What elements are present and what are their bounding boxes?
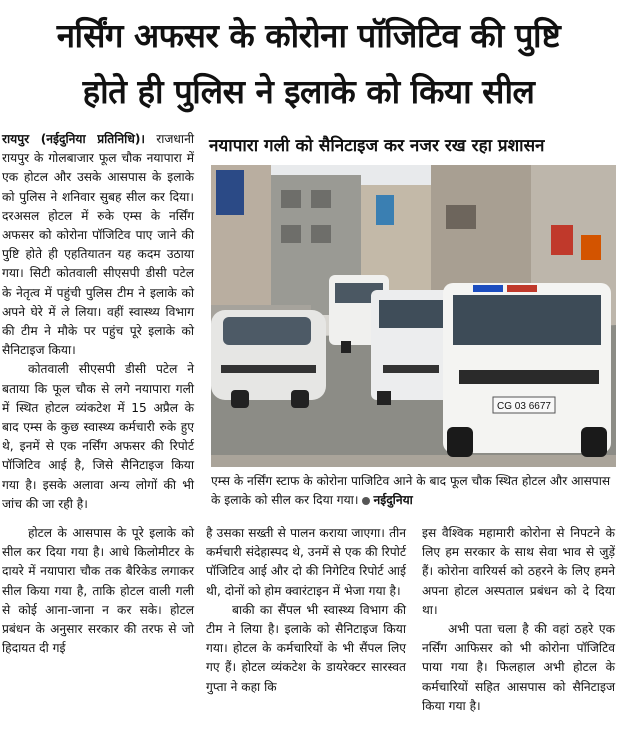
article-paragraph [2,130,194,360]
article-paragraph: कोतवाली सीएसपी डीसी पटेल ने बताया कि फूल चौक से लगे नयापारा गली में स्थित होटल व्यंकटेश में 15 अप्रैल के बाद एम्स के कुछ स्वास्थ्य कर्मचारी रुके हुए थे, इनमें से एक नर्सिंग अफसर की रिपोर्ट पॉजिटिव आई है, जिसे सैनिटाइज किया गया है। इसके अलावा अन्य लोगों की भी जांच की जा रही है। [2,362,194,511]
subheading: नयापारा गली को सैनिटाइज कर नजर रख रहा प्रशासन [209,136,545,156]
headline [0,0,617,128]
photo-caption [211,472,616,510]
street-photo-icon [211,165,616,467]
article-paragraph: इस वैश्विक महामारी कोरोना से निपटने के लिए हम सरकार के साथ सेवा भाव से जुड़ें हैं। कोरोना वारियर्स को ठहरने के लिए हमने अपना होटल अस्पताल प्रबंधन को दे दिया था। [422,526,615,617]
news-photo [211,165,616,467]
article-paragraph: होटल के आसपास के पूरे इलाके को सील कर दिया गया है। आधे किलोमीटर के दायरे में नयापारा चौक तक बैरिकेड लगाकर सील किया गया है, ताकि होटल वाली गली से कोई आना-जाना न कर सके। होटल प्रबंधन के अनुसार सरकार की तरफ से जो हिदायत दी गई [2,526,194,656]
article-column-1 [2,130,194,514]
headline-line-2: होते ही पुलिस ने इलाके को किया सील [82,72,535,111]
photo-credit: नईदुनिया [373,493,413,507]
article-column-2 [206,524,406,697]
caption-text: एम्स के नर्सिंग स्टाफ के कोरोना पाजिटिव आने के बाद फूल चौक स्थित होटल और आसपास के इलाके को सील कर दिया गया। [211,474,611,507]
byline: रायपुर (नईदुनिया प्रतिनिधि)। [2,132,146,146]
article-paragraph: बाकी का सैंपल भी स्वास्थ्य विभाग की टीम ने लिया है। इलाके को सैनिटाइज किया गया। होटल के कर्मचारियों के भी सैंपल लिए गए हैं। होटल व्यंकटेश के डायरेक्टर सारस्वत गुप्ता ने कहा कि [206,602,406,694]
bullet-icon [362,497,370,505]
article-column-1-continued [2,524,194,658]
article-paragraph: अभी पता चला है की वहां ठहरे एक नर्सिंग आफिसर को भी कोरोना पॉजिटिव पाया गया है। फिलहाल अभी होटल के कर्मचारियों सहित आसपास को सैनिटाइज किया गया है। [422,622,615,713]
paragraph-text: राजधानी रायपुर के गोलबाजार फूल चौक नयापारा में एक होटल और उसके आसपास के इलाके को पुलिस ने शनिवार सुबह सील कर दिया। दरअसल होटल में रुके एम्स के नर्सिंग अफसर को कोरोना पॉजिटिव पाए जाने की पुष्टि होते ही एहतियातन यह कदम उठाया गया। सिटी कोतवाली सीएसपी डीसी पटेल के नेतृत्व में पहुंची पुलिस टीम ने इलाके को अपने घेरे में ले लिया। वहीं स्वास्थ्य विभाग की टीम ने मौके पर पहुंच पूरे इलाके को सैनिटाइज किया। [2,132,194,358]
article-paragraph: है उसका सख्ती से पालन कराया जाएगा। तीन कर्मचारी संदेहास्पद थे, उनमें से एक की रिपोर्ट पॉजिटिव आई और दो की निगेटिव रिपोर्ट आई थी, दोनों को होम क्वारंटाइन में भेजा गया है। [206,526,406,598]
license-plate: CG 03 6677 [497,401,551,412]
headline-line-1: नर्सिंग अफसर के कोरोना पॉजिटिव की पुष्टि [56,16,561,55]
article-column-3 [422,524,615,716]
